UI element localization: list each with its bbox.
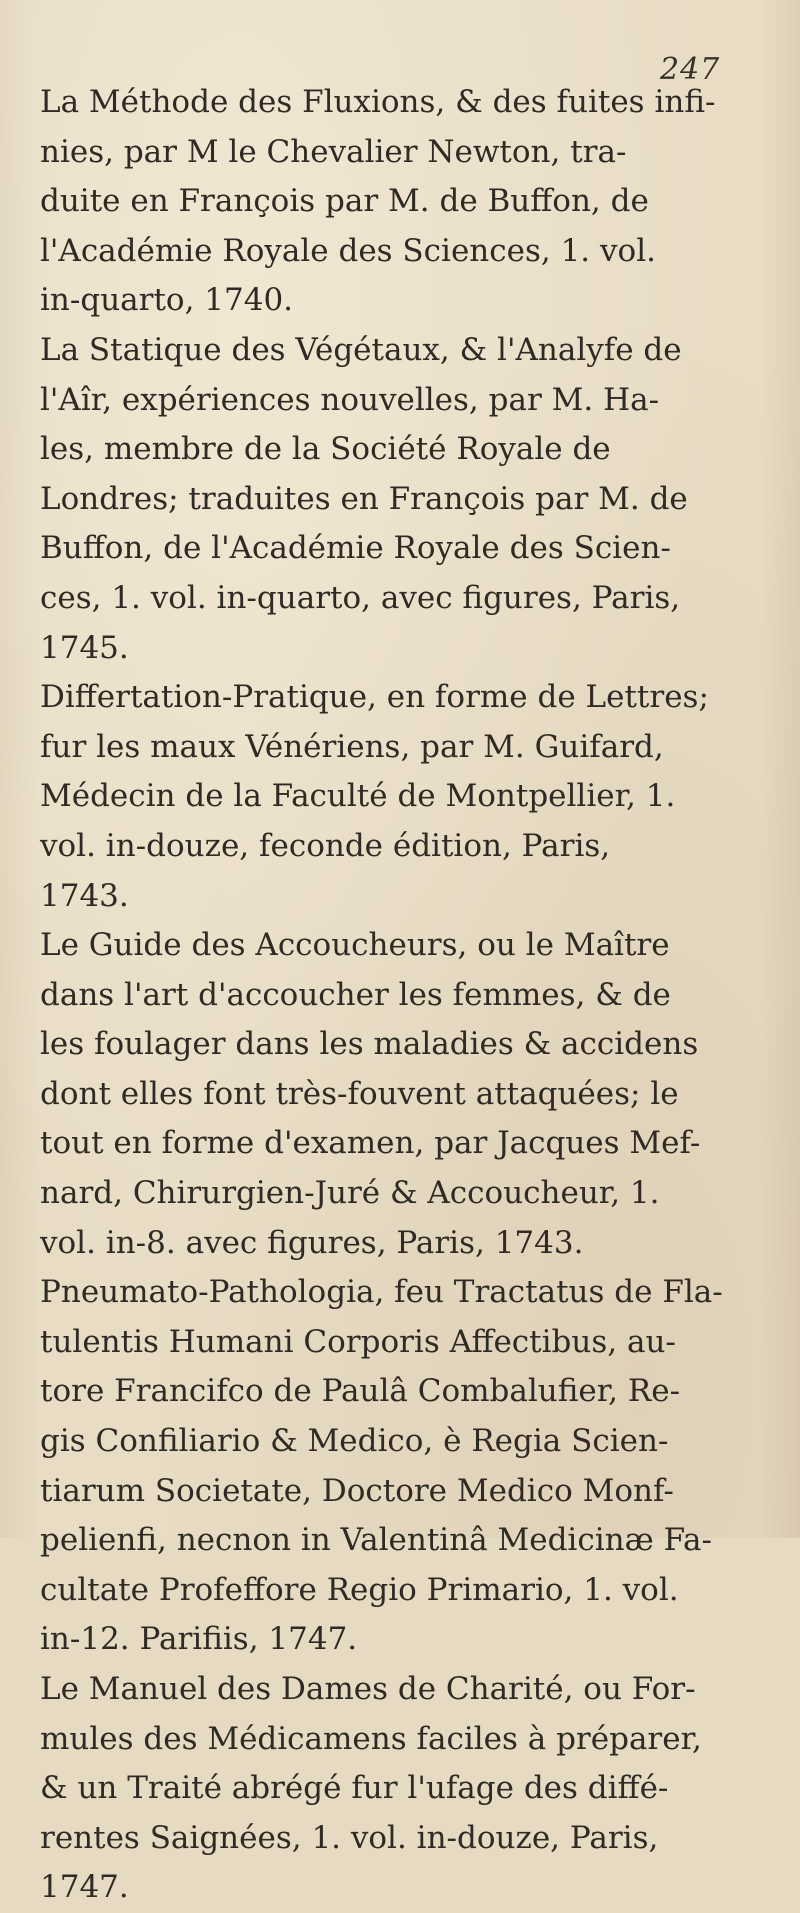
entry-line: tore Francifco de Paulâ Combalufier, Re-: [40, 1373, 681, 1410]
entry-line: dont elles font très-fouvent attaquées; le: [40, 1075, 679, 1112]
entry-line: 1747.: [40, 1869, 129, 1906]
entry-line: rentes Saignées, 1. vol. in-douze, Paris,: [40, 1819, 659, 1856]
entry-line: La Statique des Végétaux, & l'Analyfe de: [40, 331, 682, 368]
entry-line: les, membre de la Société Royale de: [40, 431, 611, 468]
entry-line: Le Manuel des Dames de Charité, ou For-: [40, 1671, 696, 1707]
bibliography-entry-dissertation: [40, 673, 780, 921]
entry-line: tulentis Humani Corporis Affectibus, au-: [40, 1323, 676, 1360]
entry-line: l'Académie Royale des Sciences, 1. vol.: [40, 232, 656, 269]
entry-line: Le Guide des Accoucheurs, ou le Maître: [40, 927, 670, 964]
page-number: 247: [660, 52, 721, 87]
entry-line: ces, 1. vol. in-quarto, avec figures, Paris,: [40, 579, 681, 616]
entry-line: pelienfi, necnon in Valentinâ Medicinæ Fa-: [40, 1522, 712, 1559]
entry-line: 1743.: [40, 877, 129, 914]
entry-line: tout en forme d'examen, par Jacques Mef-: [40, 1125, 701, 1162]
entry-line: nard, Chirurgien-Juré & Accoucheur, 1.: [40, 1175, 660, 1212]
entry-line: & un Traité abrégé fur l'ufage des diffé-: [40, 1770, 669, 1807]
entry-line: les foulager dans les maladies & accidens: [40, 1026, 699, 1063]
entry-line: Médecin de la Faculté de Montpellier, 1.: [40, 778, 676, 815]
entry-line: fur les maux Vénériens, par M. Guifard,: [40, 728, 664, 765]
bibliography-entry-pneumato: [40, 1268, 780, 1665]
entry-line: vol. in-douze, feconde édition, Paris,: [40, 827, 611, 864]
entry-line: Pneumato-Pathologia, feu Tractatus de Fla-: [40, 1274, 723, 1311]
entry-line: duite en François par M. de Buffon, de: [40, 183, 649, 220]
entry-line: l'Aîr, expériences nouvelles, par M. Ha-: [40, 381, 660, 418]
entry-line: Buffon, de l'Académie Royale des Scien-: [40, 530, 671, 567]
entry-line: La Méthode des Fluxions, & des fuites infi-: [40, 84, 716, 120]
entry-line: cultate Profeffore Regio Primario, 1. vol.: [40, 1571, 679, 1608]
entry-line: Differtation-Pratique, en forme de Lettres;: [40, 679, 709, 716]
entry-line: in-12. Parifiis, 1747.: [40, 1621, 358, 1658]
entry-line: vol. in-8. avec figures, Paris, 1743.: [40, 1224, 584, 1261]
bibliography-entry-fluxions: [40, 78, 780, 326]
entry-line: mules des Médicamens faciles à préparer,: [40, 1720, 702, 1757]
entry-line: tiarum Societate, Doctore Medico Monf-: [40, 1472, 674, 1509]
entry-line: 1745.: [40, 629, 129, 666]
entry-line: dans l'art d'accoucher les femmes, & de: [40, 976, 671, 1013]
bibliography-entry-guide: [40, 921, 780, 1268]
bibliography-list: [40, 78, 780, 1913]
bibliography-entry-manuel: [40, 1665, 780, 1913]
entry-line: gis Confiliario & Medico, è Regia Scien-: [40, 1423, 669, 1460]
entry-line: Londres; traduites en François par M. de: [40, 480, 688, 517]
bibliography-entry-statique: [40, 326, 780, 673]
entry-line: nies, par M le Chevalier Newton, tra-: [40, 133, 627, 170]
entry-line: in-quarto, 1740.: [40, 282, 294, 319]
